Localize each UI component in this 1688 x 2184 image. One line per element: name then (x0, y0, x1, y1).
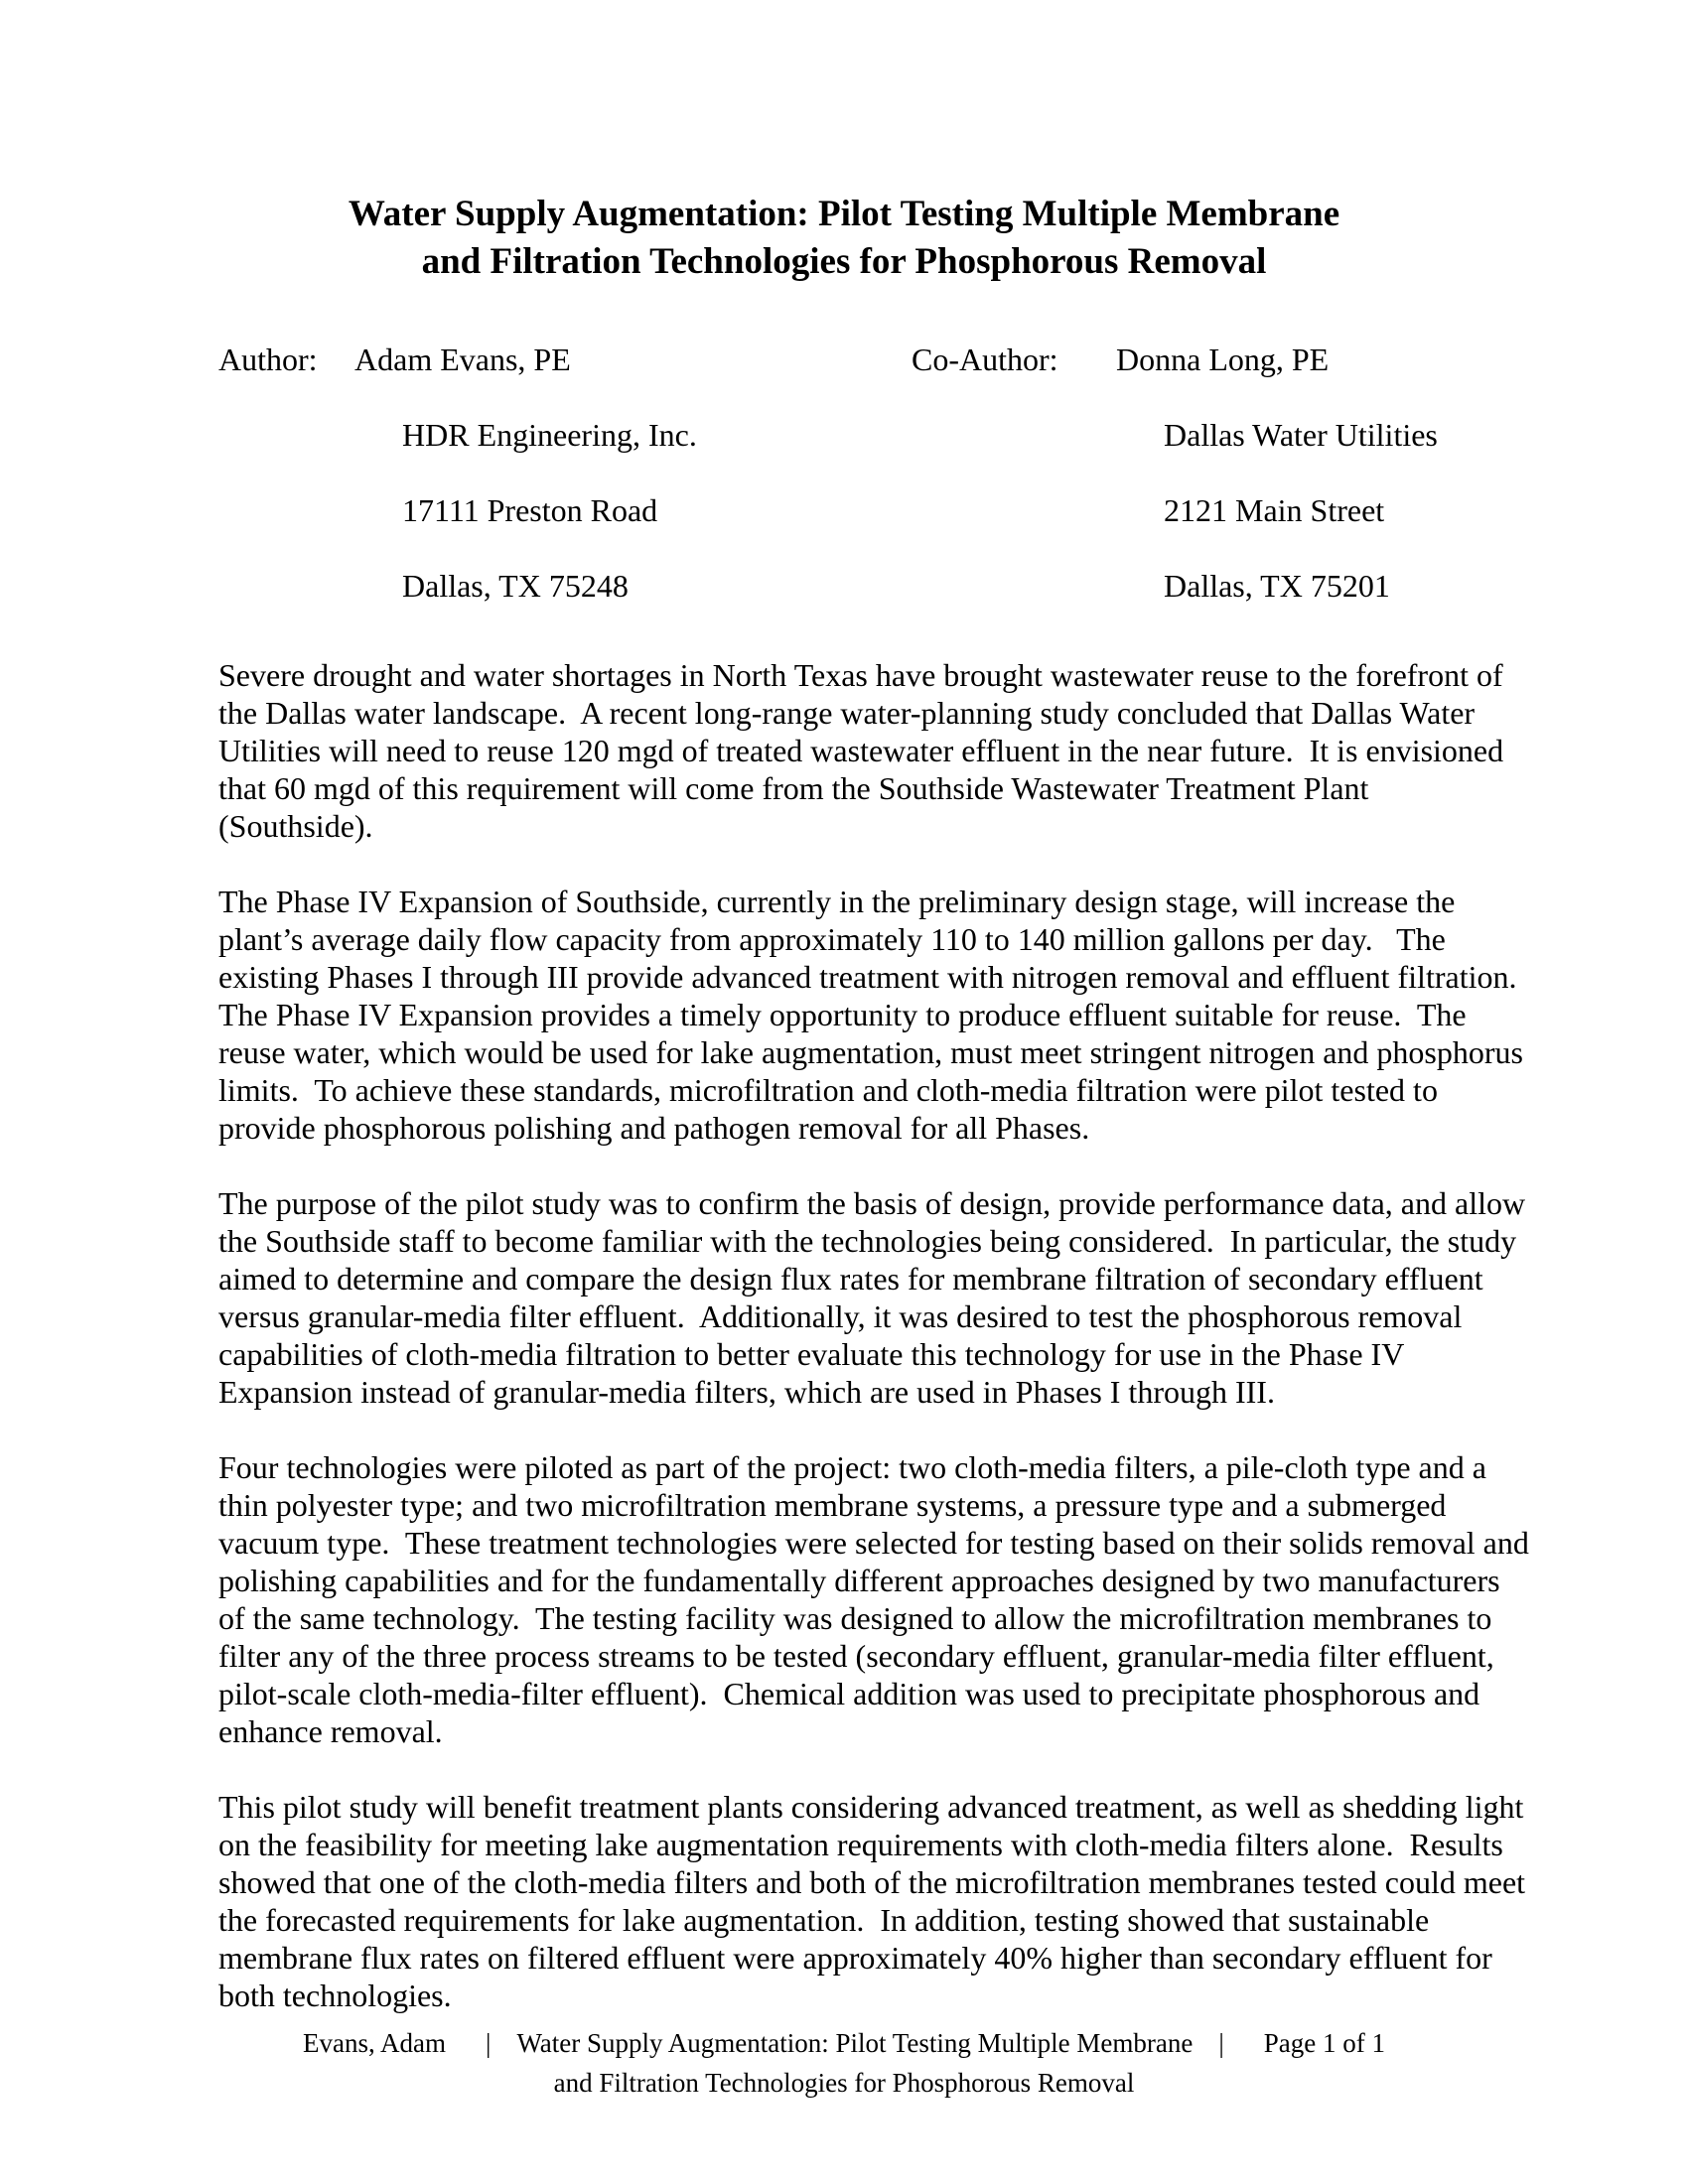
page-title (0, 0, 1688, 286)
paragraph-3: The purpose of the pilot study was to confirm the basis of design, provide performance data, and allow the Southside staff to become familiar with the technologies being considered. In particular, the study aimed to determine and compare the design flux rates for membrane filtration of secondary effluent versus granular-media filter effluent. Additionally, it was desired to test the phosphorous removal capabilities of cloth-media filtration to better evaluate this technology for use in the Phase IV Expansion instead of granular-media filters, which are used in Phases I through III. (218, 1185, 1534, 1410)
footer-title-line1: Water Supply Augmentation: Pilot Testing Multiple Membrane (516, 2028, 1194, 2058)
author-name: Adam Evans, PE (354, 341, 571, 377)
paragraph-1: Severe drought and water shortages in North Texas have brought wastewater reuse to the forefront of the Dallas water landscape. A recent long-range water-planning study concluded that Dallas Water Utilities will need to reuse 120 mgd of treated wastewater effluent in the near future. It is envisioned that 60 mgd of this requirement will come from the Southside Wastewater Treatment Plant (Southside). (218, 657, 1512, 844)
author-block (218, 341, 1688, 642)
page-footer (0, 2023, 1688, 2103)
footer-line1 (0, 2023, 1688, 2063)
coauthor-name: Donna Long, PE (1116, 341, 1330, 377)
author-details (354, 341, 912, 642)
paragraph-5: This pilot study will benefit treatment plants considering advanced treatment, as well as shedding light on the feasibility for meeting lake augmentation requirements with cloth-media filters alone. Results showed that one of the cloth-media filters and both of the microfiltration membranes tested could meet the forecasted requirements for lake augmentation. In addition, testing showed that sustainable membrane flux rates on filtered effluent were approximately 40% higher than secondary effluent for both technologies. (218, 1789, 1534, 2013)
footer-separator: | (486, 2028, 492, 2058)
footer-page-number: Page 1 of 1 (1263, 2028, 1385, 2058)
coauthor-city: Dallas, TX 75201 (1164, 568, 1390, 604)
author-city: Dallas, TX 75248 (402, 568, 629, 604)
footer-separator: | (1218, 2028, 1224, 2058)
footer-author: Evans, Adam (303, 2028, 447, 2058)
page-title-line2: and Filtration Technologies for Phosphorous Removal (421, 241, 1267, 282)
footer-title-line2: and Filtration Technologies for Phosphorous Removal (553, 2068, 1135, 2098)
coauthor-label: Co-Author: (912, 341, 1058, 377)
paragraph-2: The Phase IV Expansion of Southside, currently in the preliminary design stage, will increase the plant’s average daily flow capacity from approximately 110 to 140 million gallons per day. The existing Phases I through III provide advanced treatment with nitrogen removal and effluent filtration. The Phase IV Expansion provides a timely opportunity to produce effluent suitable for reuse. The reuse water, which would be used for lake augmentation, must meet stringent nitrogen and phosphorus limits. To achieve these standards, microfiltration and cloth-media filtration were pilot tested to provide phosphorous polishing and pathogen removal for all Phases. (218, 884, 1532, 1146)
coauthor-details (1116, 341, 1688, 642)
abstract-body (218, 656, 1537, 2014)
coauthor-street: 2121 Main Street (1164, 492, 1385, 528)
coauthor-org: Dallas Water Utilities (1164, 417, 1438, 453)
author-street: 17111 Preston Road (402, 492, 658, 528)
paragraph-4: Four technologies were piloted as part of the project: two cloth-media filters, a pile-cloth type and a thin polyester type; and two microfiltration membrane systems, a pressure type and a submerged vacuum type. These treatment technologies were selected for testing based on their solids removal and polishing capabilities and for the fundamentally different approaches designed by two manufacturers of the same technology. The testing facility was designed to allow the microfiltration membranes to filter any of the three process streams to be tested (secondary effluent, granular-media filter effluent, pilot-scale cloth-media-filter effluent). Chemical addition was used to precipitate phosphorous and enhance removal. (218, 1449, 1537, 1749)
author-label: Author: (218, 341, 318, 377)
author-org: HDR Engineering, Inc. (402, 417, 697, 453)
page-title-line1: Water Supply Augmentation: Pilot Testing Multiple Membrane (348, 194, 1340, 234)
